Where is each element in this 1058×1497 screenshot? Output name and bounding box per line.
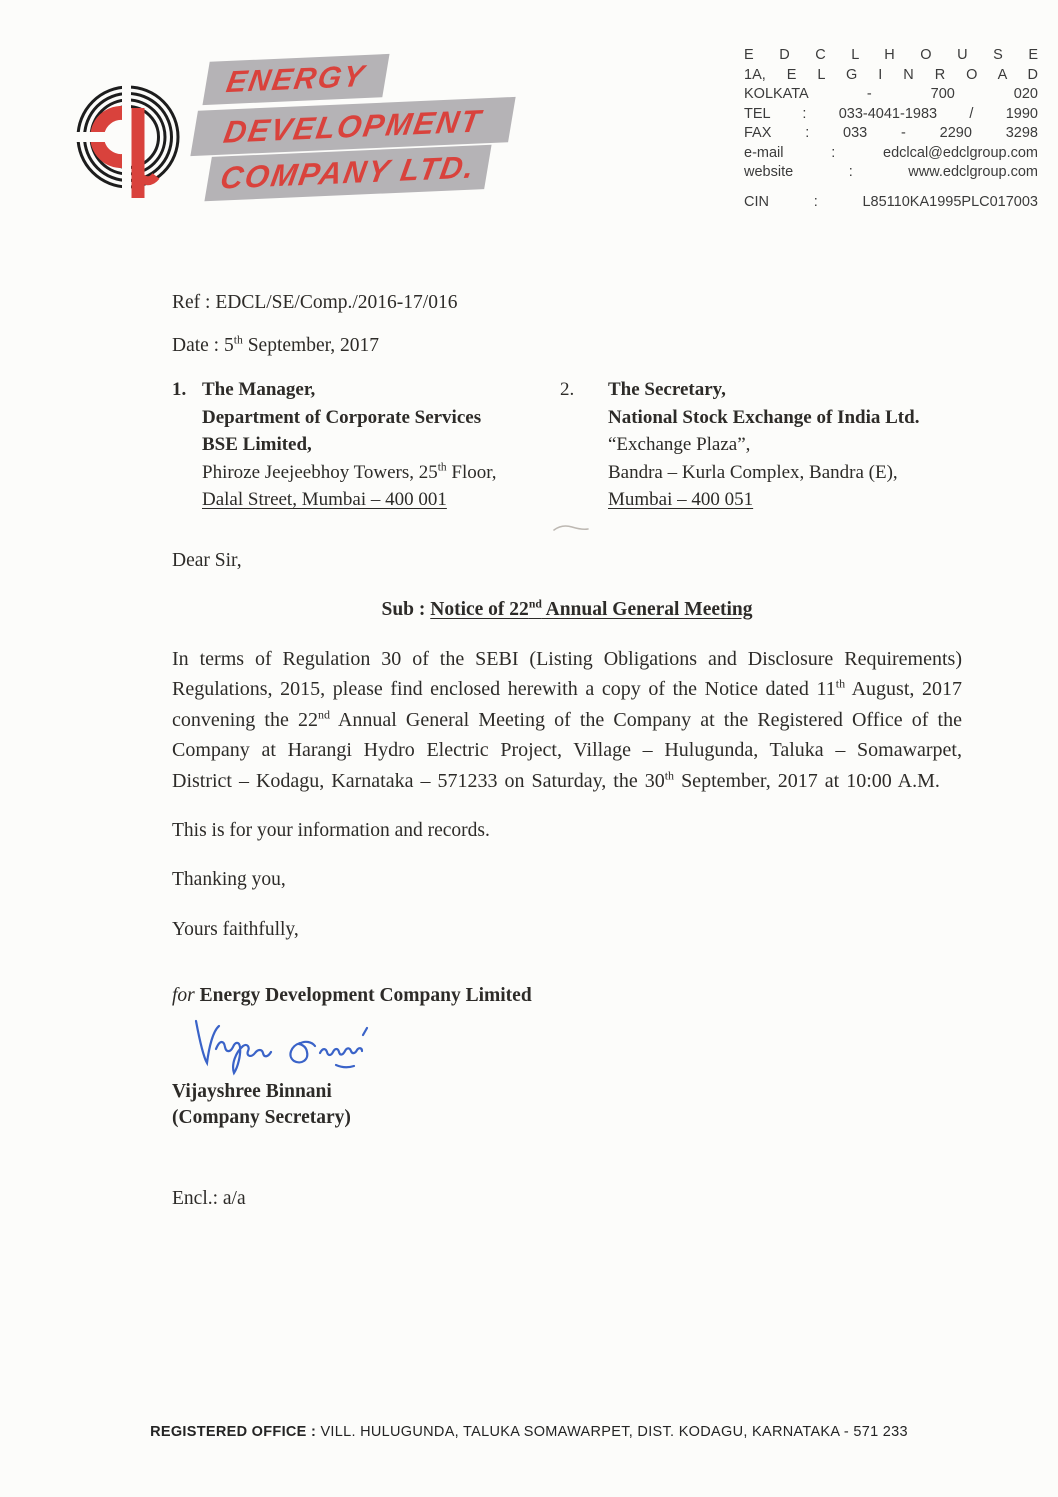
logo-text-company-ltd: COMPANY LTD. [217,149,479,196]
edcl-monogram-icon [76,80,180,212]
logo-band-energy [202,54,389,105]
recipient-1-line4 [202,459,497,487]
recipient-2-number: 2. [560,379,575,400]
date-prefix: Date : 5 [172,335,234,356]
subject-line [172,599,962,621]
recipient-1-line2: Department of Corporate Services [202,406,482,428]
recipient-nse [560,376,919,514]
signature-handwriting [190,1013,395,1077]
body-sup1: th [835,676,846,691]
registered-office-footer [0,1424,1058,1440]
enclosure-line: Encl.: a/a [172,1188,246,1209]
recipient-1-line4-suffix: Floor, [446,461,497,483]
body-seg1: In terms of Regulation 30 of the SEBI (Listing Obligations and Disclosure Requirements) Regulations, 2015, please find enclosed herewith a copy of the Notice dated 11 [172,647,962,700]
recipient-1-line5: Dalal Street, Mumbai – 400 001 [202,489,447,510]
cin-line: CIN : L85110KA1995PLC017003 [744,193,1038,210]
signatory-title: (Company Secretary) [172,1107,351,1128]
address-line-website: website : www.edclgroup.com [744,164,1038,180]
recipient-1-number: 1. [172,379,187,400]
letter-content [0,230,1058,1210]
body-seg4: September, 2017 at 10:00 A.M. [674,769,940,792]
address-line-street: 1A, E L G I N R O A D [744,66,1038,83]
address-line-email: e-mail : edclcal@edclgroup.com [744,144,1038,161]
recipient-1-line3: BSE Limited, [202,434,312,455]
body-seg3: Annual General Meeting of the Company at the Registered Office of the Company at Harangi Hydro Electric Project, Village – Hulugunda, Taluka – Somawarpet, District – Kodagu, Karnataka – 571233 on Saturday, the 30 [172,708,962,792]
recipient-bse [172,376,560,514]
recipient-1-line4-ordinal: th [437,461,447,474]
signatory-name: Vijayshree Binnani [172,1081,332,1102]
body-seg2: August, 2017 convening the 22 [172,678,962,731]
recipient-2-line4: Bandra – Kurla Complex, Bandra (E), [608,461,898,483]
address-line-city: KOLKATA - 700 020 [744,86,1038,102]
reference-line: Ref : EDCL/SE/Comp./2016-17/016 [172,292,458,313]
thanking-line: Thanking you, [172,869,286,890]
subject-underlined [430,599,752,620]
body-sup3: th [664,767,675,782]
logo-text-energy: ENERGY [224,59,369,99]
subject-ordinal: nd [528,597,542,610]
recipient-2-line1: The Secretary, [608,379,726,400]
subject-prefix: Sub : [381,598,431,620]
recipient-2-line5: Mumbai – 400 051 [608,489,754,510]
subject-main-text: Notice of 22 [430,598,529,620]
body-sup2: nd [317,706,330,721]
logo-text-development: DEVELOPMENT [221,102,485,150]
recipient-2-line2: National Stock Exchange of India Ltd. [608,406,920,428]
body-paragraph [172,644,962,797]
closing-line: Yours faithfully, [172,919,299,940]
date-ordinal: th [233,333,243,347]
recipient-2-address [608,376,919,514]
date-suffix: September, 2017 [242,335,380,356]
recipient-1-line4-prefix: Phiroze Jeejeebhoy Towers, 25 [202,461,438,483]
address-line-house: E D C L H O U S E [744,47,1038,63]
address-line-tel: TEL : 033-4041-1983 / 1990 [744,105,1038,122]
for-company-line [172,985,962,1007]
recipient-2-line3: “Exchange Plaza”, [608,434,751,455]
salutation: Dear Sir, [172,549,242,571]
address-line-fax: FAX : 033 - 2290 3298 [744,125,1038,141]
info-line: This is for your information and records. [172,820,490,841]
date-line [172,335,962,357]
recipient-1-line1: The Manager, [202,379,316,400]
letterhead-address-block [744,46,1038,212]
letterhead [0,0,1058,230]
recipients-row [172,376,962,514]
for-company-name: Energy Development Company Limited [194,985,532,1006]
recipient-1-address [202,376,497,514]
for-word: for [172,985,195,1006]
registered-office-text: VILL. HULUGUNDA, TALUKA SOMAWARPET, DIST. KODAGU, KARNATAKA - 571 233 [316,1424,908,1440]
registered-office-label: REGISTERED OFFICE : [150,1424,317,1440]
subject-rest: Annual General Meeting [541,598,753,620]
